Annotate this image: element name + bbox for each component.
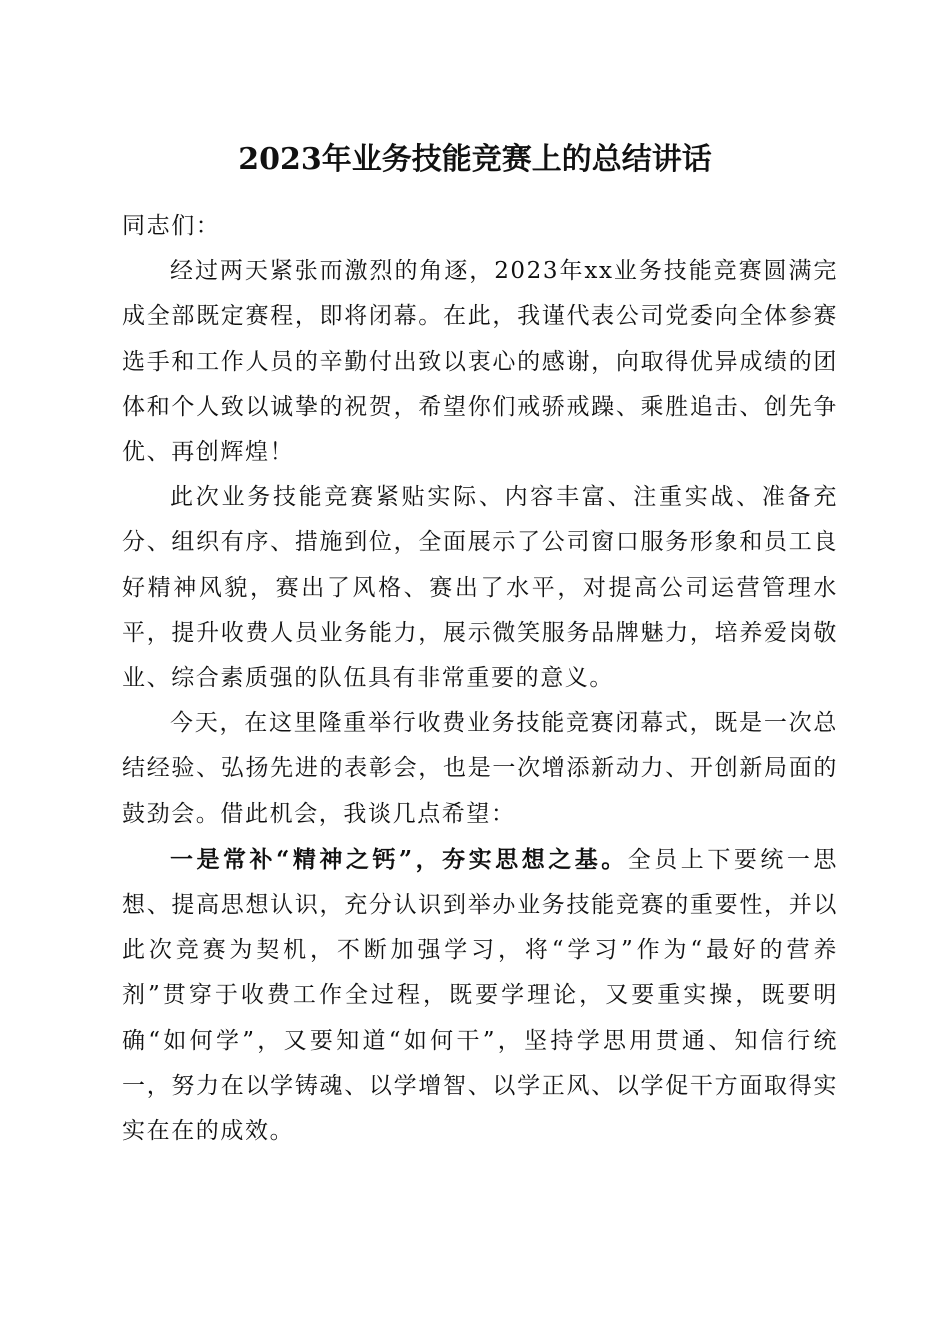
paragraph-3 <box>122 701 838 837</box>
paragraph-2 <box>122 475 838 701</box>
paragraph-lead-heading: 一是常补“精神之钙”，夯实思想之基。 <box>170 845 628 873</box>
paragraph-text: 全员上下要统一思想、提高思想认识，充分认识到举办业务技能竞赛的重要性，并以此次竞赛为契机，不断加强学习，将“学习”作为“最好的营养剂”贯穿于收费工作全过程，既要学理论，又要重实操，既要明确“如何学”，又要知道“如何干”，坚持学思用贯通、知信行统一，努力在以学铸魂、以学增智、以学正风、以学促干方面取得实实在在的成效。 <box>122 846 838 1145</box>
paragraph-4 <box>122 837 838 1154</box>
paragraph-1 <box>122 249 838 475</box>
paragraph-text: 此次业务技能竞赛紧贴实际、内容丰富、注重实战、准备充分、组织有序、措施到位，全面展示了公司窗口服务形象和员工良好精神风貌，赛出了风格、赛出了水平，对提高公司运营管理水平，提升收费人员业务能力，展示微笑服务品牌魅力，培养爱岗敬业、综合素质强的队伍具有非常重要的意义。 <box>122 484 838 692</box>
paragraph-text: 经过两天紧张而激烈的角逐，2023年xx业务技能竞赛圆满完成全部既定赛程，即将闭幕。在此，我谨代表公司党委向全体参赛选手和工作人员的辛勤付出致以衷心的感谢，向取得优异成绩的团体和个人致以诚挚的祝贺，希望你们戒骄戒躁、乘胜追击、创先争优、再创辉煌！ <box>122 258 838 466</box>
document-title: 2023年业务技能竞赛上的总结讲话 <box>238 142 712 177</box>
paragraph-text: 今天，在这里隆重举行收费业务技能竞赛闭幕式，既是一次总结经验、弘扬先进的表彰会，也是一次增添新动力、开创新局面的鼓劲会。借此机会，我谈几点希望： <box>122 710 838 827</box>
document-body <box>122 204 838 1154</box>
salutation: 同志们： <box>122 213 221 239</box>
